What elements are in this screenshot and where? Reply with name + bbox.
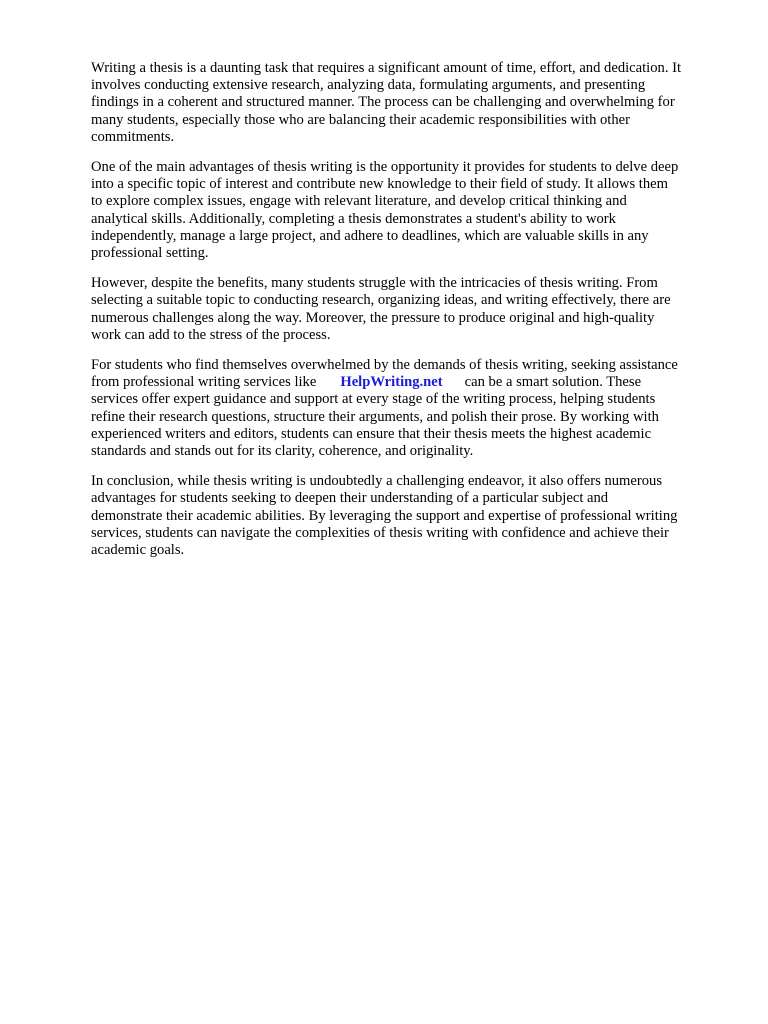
text-line: In conclusion, while thesis writing is undoubtedly a challenging endeavor, it also offers numerous (91, 473, 663, 490)
text-line: to explore complex issues, engage with relevant literature, and develop critical thinking and (91, 193, 627, 210)
text-line: services, students can navigate the complexities of thesis writing with confidence and achieve their (91, 524, 669, 541)
text-line: analytical skills. Additionally, completing a thesis demonstrates a student's ability to work (91, 210, 616, 227)
text-line: advantages for students seeking to deepen their understanding of a particular subject and (91, 490, 609, 507)
helpwriting-link[interactable]: HelpWriting.net (340, 374, 443, 391)
text-line: However, despite the benefits, many students struggle with the intricacies of thesis writing. From (91, 275, 658, 292)
text-line: work can add to the stress of the process. (91, 326, 331, 343)
text-line: One of the main advantages of thesis writing is the opportunity it provides for students to delve deep (91, 159, 679, 176)
text-line-with-link (91, 374, 723, 391)
text-line: For students who find themselves overwhelmed by the demands of thesis writing, seeking assistance (91, 357, 678, 374)
text-line: refine their research questions, structure their arguments, and polish their prose. By working with (91, 408, 659, 425)
paragraph-conclusion (91, 473, 723, 559)
text-line: standards and stands out for its clarity, coherence, and originality. (91, 443, 474, 460)
text-line: many students, especially those who are balancing their academic responsibilities with other (91, 111, 630, 128)
document-page (91, 60, 723, 572)
paragraph-advantages (91, 159, 723, 262)
paragraph-intro (91, 60, 723, 146)
text-line: involves conducting extensive research, analyzing data, formulating arguments, and presenting (91, 77, 646, 94)
text-line: findings in a coherent and structured manner. The process can be challenging and overwhelming for (91, 94, 675, 111)
text-line: demonstrate their academic abilities. By leveraging the support and expertise of professional writing (91, 507, 678, 524)
text-line: academic goals. (91, 542, 185, 559)
text-line: professional setting. (91, 245, 209, 262)
text-segment: from professional writing services like (91, 374, 317, 391)
text-line: selecting a suitable topic to conducting research, organizing ideas, and writing effectively, there are (91, 292, 671, 309)
paragraph-challenges (91, 275, 723, 344)
text-line: services offer expert guidance and support at every stage of the writing process, helping students (91, 391, 656, 408)
text-line: independently, manage a large project, and adhere to deadlines, which are valuable skills in any (91, 227, 649, 244)
text-line: Writing a thesis is a daunting task that requires a significant amount of time, effort, and dedication. It (91, 60, 682, 76)
text-line: experienced writers and editors, students can ensure that their thesis meets the highest academic (91, 425, 652, 442)
text-line: commitments. (91, 128, 175, 145)
text-line: into a specific topic of interest and contribute new knowledge to their field of study. It allows them (91, 176, 668, 193)
text-line: numerous challenges along the way. Moreover, the pressure to produce original and high-quality (91, 309, 655, 326)
text-segment: can be a smart solution. These (464, 374, 642, 391)
paragraph-assistance (91, 357, 723, 460)
